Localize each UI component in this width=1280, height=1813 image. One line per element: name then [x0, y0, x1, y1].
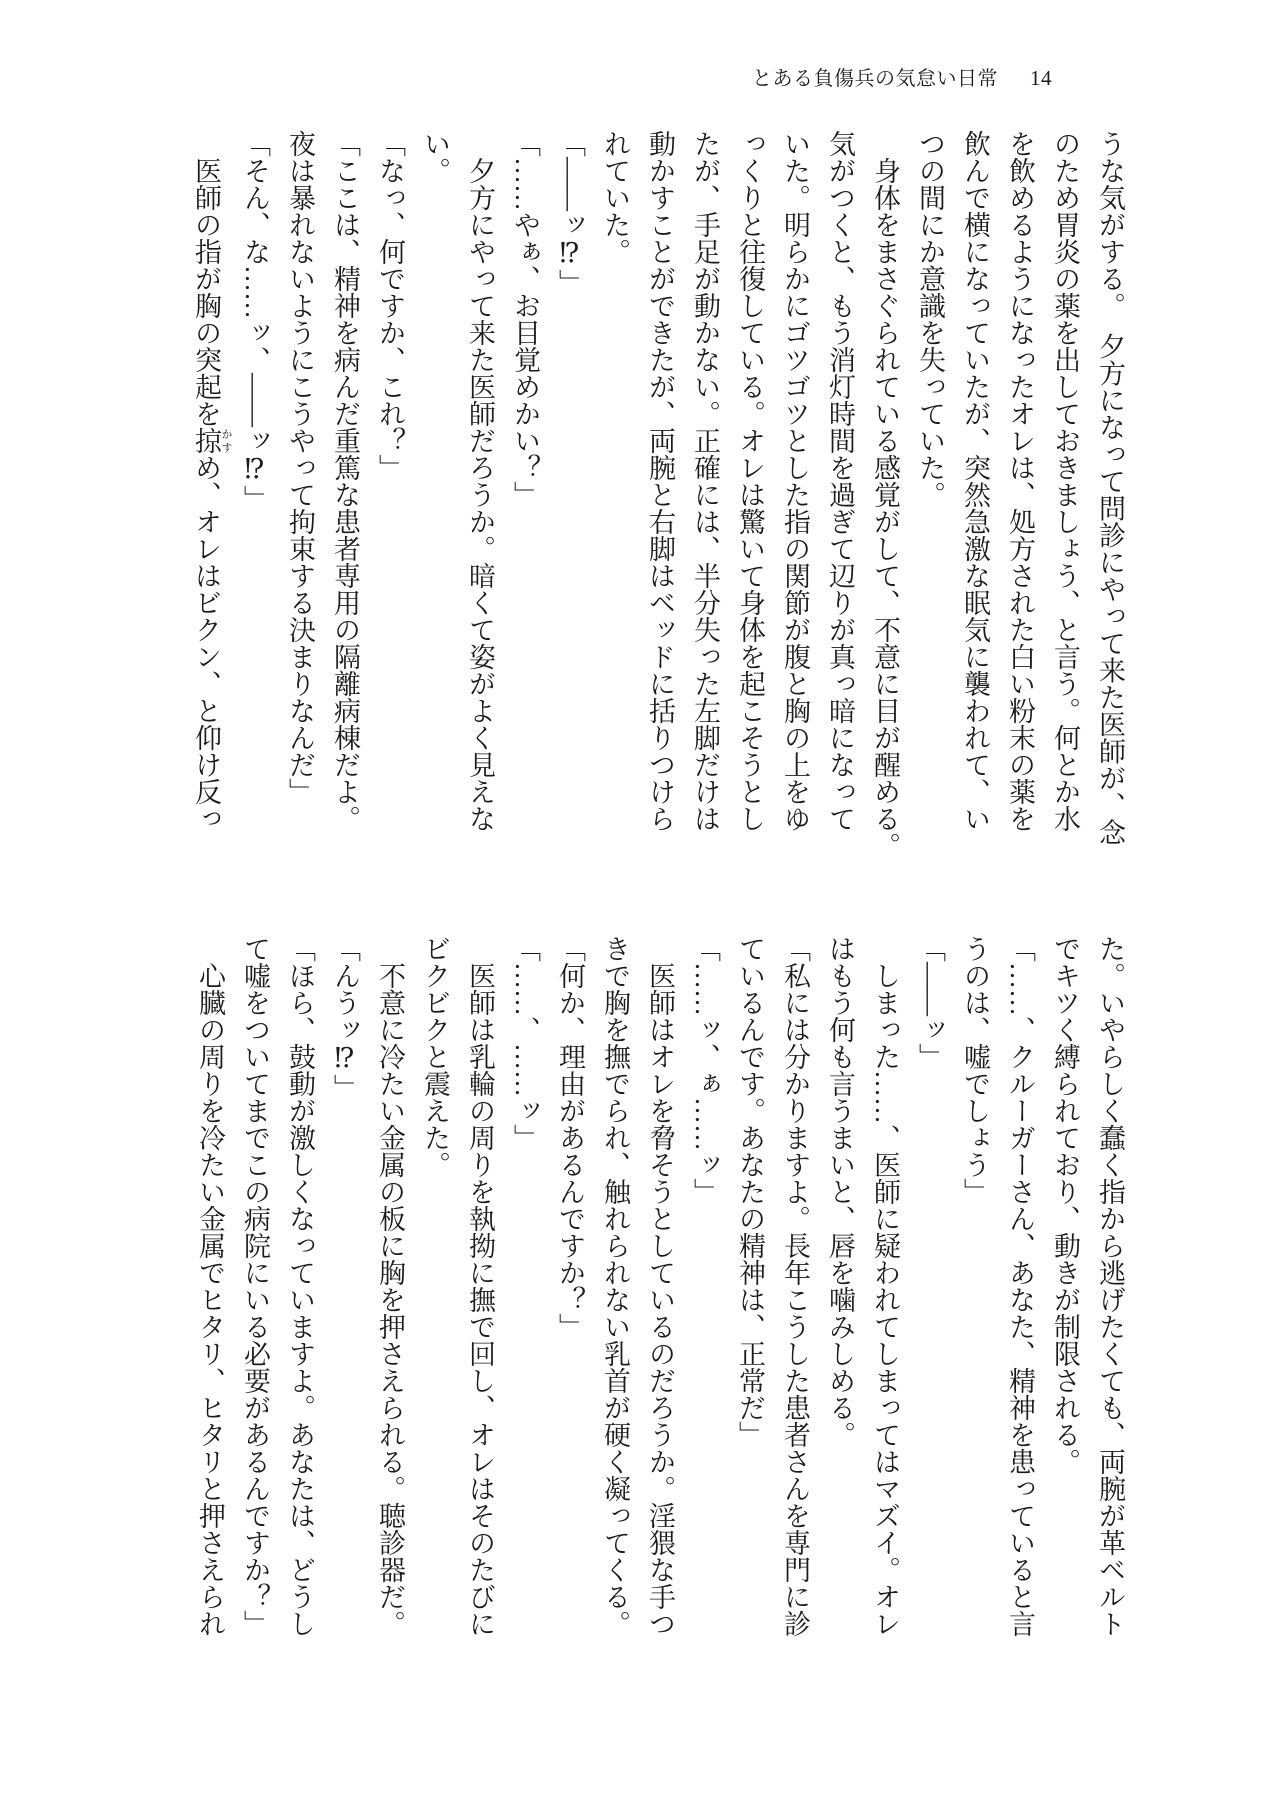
text-column: 「そん、な……ッ、――ッ⁉」 — [240, 130, 270, 512]
text-column: のため胃炎の薬を出しておきましょう、と言う。何とか水 — [1050, 130, 1080, 832]
text-column: 飲んで横になっていたが、突然急激な眠気に襲われて、い — [960, 130, 990, 832]
text-column: 「……やぁ、お目覚めかい？」 — [510, 130, 540, 508]
text-column: 「……、……ッ」 — [510, 935, 540, 1151]
text-column: たが、手足が動かない。正確には、半分失った左脚だけは — [690, 130, 720, 832]
text-column: 「私には分かりますよ。長年こうした患者さんを専門に診 — [780, 935, 810, 1637]
text-column: 夕方にやって来た医師だろうか。暗くて姿がよく見えな — [465, 130, 495, 832]
running-header-title: とある負傷兵の気怠い日常 — [752, 68, 998, 90]
text-column: た。いやらしく蠢く指から逃げたくても、両腕が革ベルト — [1095, 935, 1125, 1637]
text-column: でキツく縛られており、動きが制限される。 — [1050, 935, 1080, 1475]
text-column: 心臓の周りを冷たい金属でヒタリ、ヒタリと押さえられ — [195, 935, 225, 1637]
text-column: 「なっ、何ですか、これ？」 — [375, 130, 405, 481]
lower-text-block — [187, 935, 1132, 1680]
upper-text-block — [183, 130, 1132, 875]
text-column: 「ここは、精神を病んだ重篤な患者専用の隔離病棟だよ。 — [330, 130, 360, 832]
text-column: 「何か、理由があるんですか？」 — [555, 935, 585, 1340]
text-column: うのは、嘘でしょう」 — [960, 935, 990, 1205]
page-number: 14 — [1030, 66, 1052, 90]
text-column: い。 — [420, 130, 450, 184]
running-header — [752, 62, 1052, 91]
text-column: 医師はオレを脅そうとしているのだろうか。淫猥な手つ — [645, 935, 675, 1637]
text-column: 「……、クルーガーさん、あなた、精神を患っていると言 — [1005, 935, 1035, 1637]
text-column: っくりと往復している。オレは驚いて身体を起こそうとし — [735, 130, 765, 832]
text-column: 「――ッ」 — [915, 935, 945, 1070]
text-column: て嘘をついてまでこの病院にいる必要があるんですか？」 — [240, 935, 270, 1637]
text-column: 「ほら、鼓動が激しくなっていますよ。あなたは、どうし — [285, 935, 315, 1637]
text-column: 医師の指が胸の突起を掠 かすめ、オレはビクン、と仰け反っ — [191, 130, 232, 832]
text-column: を飲めるようになったオレは、処方された白い粉末の薬を — [1005, 130, 1035, 832]
text-column: はもう何も言うまいと、唇を噛みしめる。 — [825, 935, 855, 1448]
text-column: つの間にか意識を失っていた。 — [915, 130, 945, 508]
text-column: うな気がする。 夕方になって問診にやって来た医師が、念 — [1095, 130, 1125, 846]
text-column: 「――ッ⁉」 — [555, 130, 585, 296]
text-column: 「……ッ、ぁ……ッ」 — [690, 935, 720, 1205]
text-column: しまった……、医師に疑われてしまってはマズイ。オレ — [870, 935, 900, 1637]
text-column: 動かすことができたが、両腕と右脚はベッドに括りつけら — [645, 130, 675, 832]
text-column: 気がつくと、もう消灯時間を過ぎて辺りが真っ暗になって — [825, 130, 855, 832]
text-column: 不意に冷たい金属の板に胸を押さえられる。聴診器だ。 — [375, 935, 405, 1637]
text-column: いた。明らかにゴツゴツとした指の関節が腹と胸の上をゆ — [780, 130, 810, 832]
text-column: 夜は暴れないようにこうやって拘束する決まりなんだ」 — [285, 130, 315, 805]
text-column: ビクビクと震えた。 — [420, 935, 450, 1178]
text-column: 「んうッ⁉」 — [330, 935, 360, 1101]
text-column: れていた。 — [600, 130, 630, 265]
text-column: きで胸を撫でられ、触れられない乳首が硬く凝ってくる。 — [600, 935, 630, 1637]
text-column: ているんです。あなたの精神は、正常だ」 — [735, 935, 765, 1448]
text-column: 身体をまさぐられている感覚がして、不意に目が醒める。 — [870, 130, 900, 859]
text-column: 医師は乳輪の周りを執拗に撫で回し、オレはそのたびに — [465, 935, 495, 1637]
